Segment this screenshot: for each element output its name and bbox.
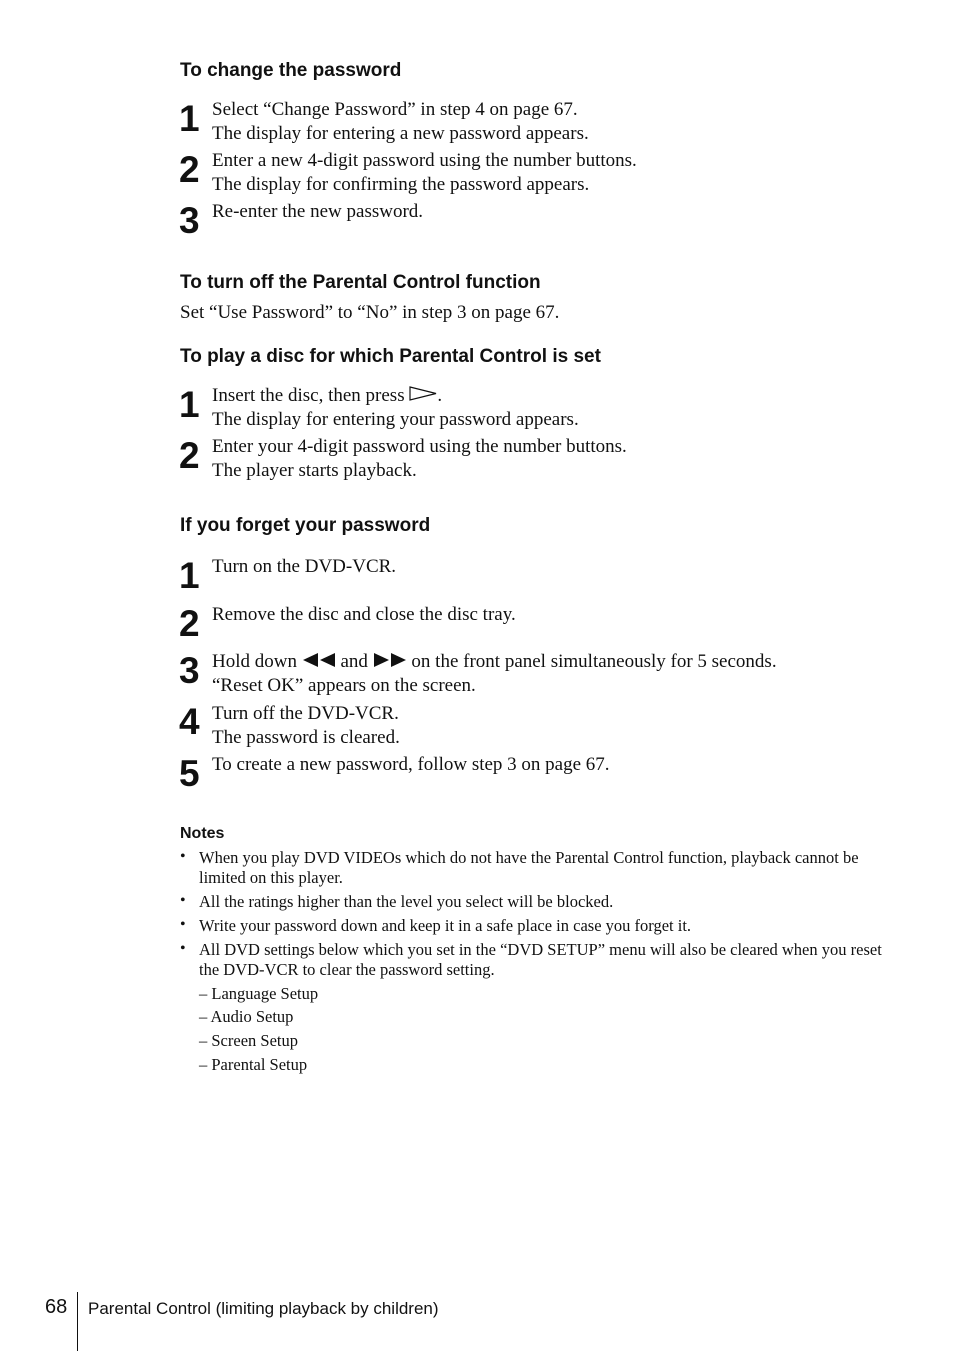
- step-line-part: and: [335, 651, 373, 672]
- step-line: Enter your 4-digit password using the number buttons.: [212, 436, 627, 457]
- step-line: “Reset OK” appears on the screen.: [212, 675, 476, 696]
- step-text: [212, 98, 589, 146]
- sub-item: – Parental Setup: [199, 1055, 308, 1074]
- step-line-part: on the front panel simultaneously for 5 seconds.: [406, 651, 777, 672]
- bullet: •: [180, 848, 186, 865]
- footer-title: Parental Control (limiting playback by children): [88, 1299, 439, 1318]
- step-text: [212, 702, 400, 750]
- sub-item: – Audio Setup: [199, 1007, 294, 1026]
- step-text: [212, 555, 396, 579]
- step-line: [212, 650, 777, 674]
- page-number: 68: [45, 1296, 68, 1318]
- step-text: [212, 200, 423, 224]
- heading-turn-off: To turn off the Parental Control function: [180, 272, 541, 293]
- note-item: All the ratings higher than the level you select will be blocked.: [199, 892, 614, 911]
- footer-divider: [77, 1292, 78, 1351]
- bullet: •: [180, 916, 186, 933]
- step-number: 1: [179, 98, 200, 139]
- step-number: 3: [179, 200, 200, 241]
- step-number: 2: [179, 603, 200, 644]
- step-text: [212, 753, 610, 777]
- step-number: 4: [179, 701, 200, 742]
- step-line: The display for entering your password appears.: [212, 409, 579, 430]
- heading-forget-password: If you forget your password: [180, 515, 431, 536]
- bullet: •: [180, 892, 186, 909]
- step-line: The player starts playback.: [212, 460, 417, 481]
- step-line: Turn off the DVD-VCR.: [212, 703, 399, 724]
- heading-play-disc: To play a disc for which Parental Control is set: [180, 346, 601, 367]
- step-text: [212, 650, 777, 698]
- step-line: The display for confirming the password appears.: [212, 174, 590, 195]
- step-number: 5: [179, 753, 200, 794]
- play-icon: [409, 384, 437, 408]
- step-text: [212, 603, 516, 627]
- step-line-part: Hold down: [212, 651, 302, 672]
- step-number: 2: [179, 149, 200, 190]
- step-number: 1: [179, 384, 200, 425]
- step-line: Select “Change Password” in step 4 on page 67.: [212, 99, 578, 120]
- step-line: [212, 384, 579, 408]
- step-text: [212, 384, 579, 432]
- step-text: [212, 149, 637, 197]
- step-line: Remove the disc and close the disc tray.: [212, 604, 516, 625]
- fast-forward-icon: [373, 650, 407, 674]
- step-number: 2: [179, 435, 200, 476]
- notes-heading: Notes: [180, 825, 225, 842]
- bullet: •: [180, 940, 186, 957]
- step-number: 1: [179, 555, 200, 596]
- turn-off-text: Set “Use Password” to “No” in step 3 on page 67.: [180, 302, 560, 323]
- rewind-icon: [302, 650, 336, 674]
- step-number: 3: [179, 650, 200, 691]
- step-line-part: Insert the disc, then press: [212, 385, 410, 406]
- note-item: All DVD settings below which you set in the “DVD SETUP” menu will also be cleared when you reset the DVD-VCR to clear the password setting.: [199, 940, 882, 979]
- step-line: Turn on the DVD-VCR.: [212, 556, 397, 577]
- step-line: The password is cleared.: [212, 727, 400, 748]
- step-line: Re-enter the new password.: [212, 201, 424, 222]
- step-line: Enter a new 4-digit password using the number buttons.: [212, 150, 637, 171]
- sub-item: – Language Setup: [199, 984, 319, 1003]
- step-line-part: .: [437, 385, 443, 406]
- note-item: When you play DVD VIDEOs which do not have the Parental Control function, playback cannot be limited on this player.: [199, 848, 859, 887]
- step-line: The display for entering a new password appears.: [212, 123, 589, 144]
- step-text: [212, 435, 627, 483]
- step-line: To create a new password, follow step 3 on page 67.: [212, 754, 610, 775]
- note-item: Write your password down and keep it in a safe place in case you forget it.: [199, 916, 692, 935]
- sub-item: – Screen Setup: [199, 1031, 298, 1050]
- heading-change-password: To change the password: [180, 60, 402, 81]
